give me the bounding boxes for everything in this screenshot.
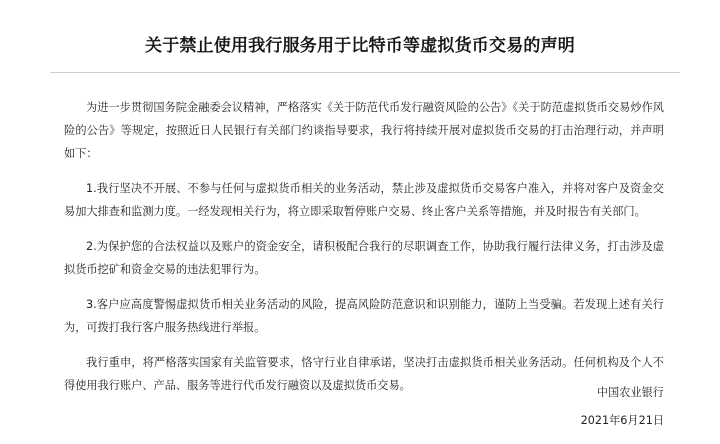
page-title: 关于禁止使用我行服务用于比特币等虚拟货币交易的声明 [145, 36, 575, 56]
intro-paragraph: 为进一步贯彻国务院金融委会议精神，严格落实《关于防范代币发行融资风险的公告》《关于防范虚拟货币交易炒作风险的公告》等规定，按照近日人民银行有关部门约谈指导要求，我行将持续开展对虚拟货币交易的打击治理行动，并声明如下： [64, 101, 664, 160]
clause-2-paragraph: 2.为保护您的合法权益以及账户的资金安全，请积极配合我行的尽职调查工作，协助我行履行法律义务，打击涉及虚拟货币挖矿和资金交易的违法犯罪行为。 [64, 240, 664, 276]
closing-paragraph: 我行重申，将严格落实国家有关监管要求，恪守行业自律承诺，坚决打击虚拟货币相关业务活动。任何机构及个人不得使用我行账户、产品、服务等进行代币发行融资以及虚拟货币交易。 [64, 356, 664, 392]
clause-1-paragraph: 1.我行坚决不开展、不参与任何与虚拟货币相关的业务活动，禁止涉及虚拟货币交易客户准入，并将对客户及资金交易加大排查和监测力度。一经发现相关行为，将立即采取暂停账户交易、终止客户关系等措施，并及时报告有关部门。 [64, 182, 664, 218]
title-divider [50, 72, 680, 73]
signature-organization: 中国农业银行 [596, 386, 664, 399]
clause-3-paragraph: 3.客户应高度警惕虚拟货币相关业务活动的风险，提高风险防范意识和识别能力，谨防上当受骗。若发现上述有关行为，可拨打我行客户服务热线进行举报。 [64, 298, 664, 334]
statement-body [64, 96, 664, 409]
signature-date: 2021年6月21日 [580, 414, 664, 427]
